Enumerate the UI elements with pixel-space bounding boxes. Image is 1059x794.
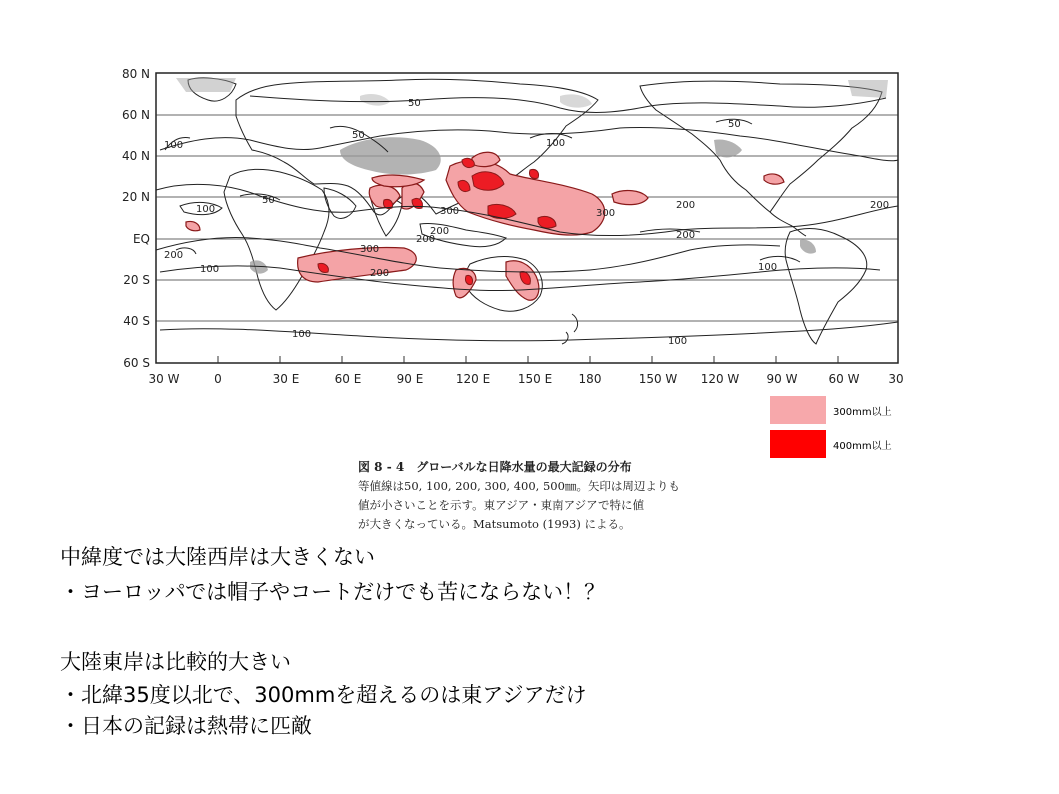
contour-label: 50	[728, 119, 741, 130]
contour-label: 100	[196, 204, 216, 215]
lat-label: 80 N	[121, 67, 150, 81]
contour-label: 100	[292, 329, 312, 340]
lat-label: 60 N	[121, 108, 150, 122]
lat-label: 60 S	[123, 356, 150, 370]
lon-label: 0	[214, 372, 222, 386]
lon-label: 120 E	[455, 372, 491, 386]
lat-label: 20 N	[121, 190, 150, 204]
lon-label: 60 W	[828, 372, 860, 386]
contour-label: 200	[164, 250, 184, 261]
lon-label: 30	[888, 372, 904, 386]
lon-label: 60 E	[334, 372, 362, 386]
africa-outline	[224, 169, 329, 310]
legend-swatch-400mm	[770, 430, 826, 458]
contour-label: 50	[352, 130, 365, 141]
legend-label-300mm: 300mm以上	[833, 407, 892, 418]
contour-label: 300	[596, 208, 616, 219]
lat-label: 20 S	[123, 273, 150, 287]
note-line: ・ヨーロッパでは帽子やコートだけでも苦にならない！？	[60, 580, 606, 604]
figure-caption-line: 等値線は50, 100, 200, 300, 400, 500㎜。矢印は周辺よりも	[358, 479, 680, 493]
contour-label: 200	[370, 268, 390, 279]
lat-label: 40 S	[123, 314, 150, 328]
contour-label: 200	[430, 226, 450, 237]
lon-label: 30 W	[148, 372, 180, 386]
lon-label: 30 E	[272, 372, 300, 386]
note-line: ・日本の記録は熱帯に匹敵	[60, 714, 312, 738]
contour-label: 200	[676, 200, 696, 211]
contour-label: 300	[360, 244, 380, 255]
contour-label: 300	[440, 206, 460, 217]
contour-label: 100	[164, 140, 184, 151]
contour-label: 100	[668, 336, 688, 347]
contour-100-far-south	[160, 322, 898, 341]
lon-label: 90 E	[396, 372, 424, 386]
lon-label: 120 W	[700, 372, 740, 386]
figure-caption-title: 図 8 - 4 グローバルな日降水量の最大記録の分布	[358, 460, 632, 474]
figure-caption-line: 値が小さいことを示す。東アジア・東南アジアで特に値	[358, 498, 645, 512]
lat-label: 40 N	[121, 149, 150, 163]
latitude-labels	[122, 67, 150, 370]
contour-label: 100	[546, 138, 566, 149]
contour-label: 100	[758, 262, 778, 273]
contour-label: 50	[408, 98, 421, 109]
legend-swatch-300mm	[770, 396, 826, 424]
contour-label: 100	[200, 264, 220, 275]
contour-label: 200	[870, 200, 890, 211]
contour-label: 200	[416, 234, 436, 245]
longitude-ticks	[218, 356, 838, 363]
legend-label-400mm: 400mm以上	[833, 441, 892, 452]
lon-label: 150 E	[517, 372, 553, 386]
contour-label: 200	[676, 230, 696, 241]
lon-label: 180	[578, 372, 602, 386]
note-line: ・北緯35度以北で、300mmを超えるのは東アジアだけ	[60, 683, 587, 707]
lon-label: 150 W	[638, 372, 678, 386]
note-line: 大陸東岸は比較的大きい	[60, 650, 291, 674]
north-america-outline	[640, 81, 882, 212]
lon-label: 90 W	[766, 372, 798, 386]
central-america-outline	[770, 212, 806, 236]
lat-label: EQ	[132, 232, 150, 246]
figure-caption-line: が大きくなっている。Matsumoto (1993) による。	[358, 517, 631, 531]
note-line: 中緯度では大陸西岸は大きくない	[60, 545, 375, 569]
longitude-labels	[149, 372, 904, 386]
contour-label: 50	[262, 195, 275, 206]
